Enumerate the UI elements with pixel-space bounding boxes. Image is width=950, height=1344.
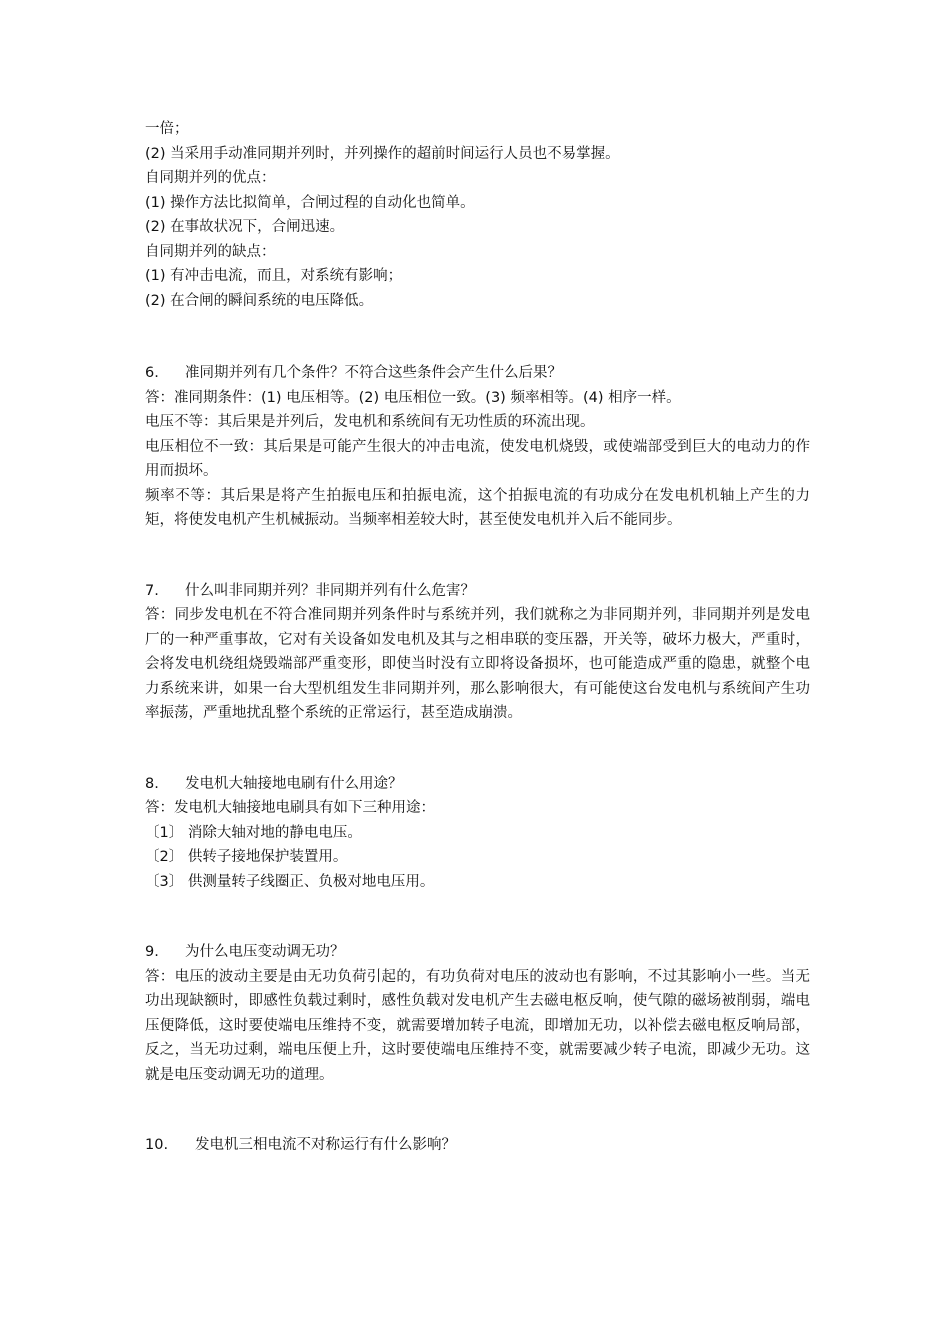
question-10-heading: [145, 1133, 810, 1158]
question-8-heading: [145, 772, 810, 797]
intro-line: (1) 有冲击电流，而且，对系统有影响；: [145, 268, 403, 284]
intro-line: 一倍；: [145, 121, 189, 137]
answer-line: 答：发电机大轴接地电刷具有如下三种用途：: [145, 800, 435, 816]
question-10-section: [145, 1133, 810, 1158]
question-title: 准同期并列有几个条件？不符合这些条件会产生什么后果？: [185, 365, 562, 381]
question-title: 发电机大轴接地电刷有什么用途？: [185, 775, 403, 792]
answer-line: 频率不等：其后果是将产生拍振电压和拍振电流，这个拍振电流的有功成分在发电机机轴上产生的力矩，将使发电机产生机械振动。当频率相差较大时，甚至使发电机并入后不能同步。: [145, 487, 810, 528]
question-title: 什么叫非同期并列？非同期并列有什么危害？: [185, 582, 475, 599]
answer-line: 〔1〕 消除大轴对地的静电电压。: [145, 824, 362, 841]
question-6-heading: [145, 361, 810, 386]
answer-line: 〔2〕 供转子接地保护装置用。: [145, 849, 348, 865]
question-number: 10.: [145, 1137, 169, 1153]
answer-line: 〔3〕 供测量转子线圈正、负极对地电压用。: [145, 873, 435, 890]
intro-line: (2) 在合闸的瞬间系统的电压降低。: [145, 292, 374, 309]
question-9-section: [145, 940, 810, 1087]
question-number: 8.: [145, 775, 159, 792]
answer-paragraph: 答：电压的波动主要是由无功负荷引起的，有功负荷对电压的波动也有影响，不过其影响小一些。当无功出现缺额时，即感性负载过剩时，感性负载对发电机产生去磁电枢反响，使气隙的磁场被削弱，端电压便降低，这时要使端电压维持不变，就需要增加转子电流，即增加无功，以补偿去磁电枢反响局部，反之，当无功过剩，端电压便上升，这时要使端电压维持不变，就需要减少转子电流，即减少无功。这就是电压变动调无功的道理。: [145, 968, 810, 1083]
intro-line: (2) 在事故状况下，合闸迅速。: [145, 219, 345, 235]
intro-line: (2) 当采用手动准同期并列时，并列操作的超前时间运行人员也不易掌握。: [145, 145, 620, 162]
intro-line: 自同期并列的缺点：: [145, 243, 276, 260]
answer-line: 答：准同期条件：(1) 电压相等。(2) 电压相位一致。(3) 频率相等。(4) 相序一样。: [145, 389, 681, 406]
question-number: 9.: [145, 944, 159, 960]
answer-line: 电压不等：其后果是并列后，发电机和系统间有无功性质的环流出现。: [145, 414, 595, 430]
document-page: [145, 117, 810, 1158]
question-9-heading: [145, 940, 810, 965]
question-6-section: [145, 361, 810, 533]
intro-line: (1) 操作方法比拟简单，合闸过程的自动化也简单。: [145, 194, 475, 211]
question-number: 6.: [145, 365, 159, 381]
answer-paragraph: 答：同步发电机在不符合准同期并列条件时与系统并列，我们就称之为非同期并列，非同期并列是发电厂的一种严重事故，它对有关设备如发电机及其与之相串联的变压器，开关等，破坏力极大，严重时，会将发电机绕组烧毁端部严重变形，即使当时没有立即将设备损坏，也可能造成严重的隐患，就整个电力系统来讲，如果一台大型机组发生非同期并列，那么影响很大，有可能使这台发电机与系统间产生功率振荡，严重地扰乱整个系统的正常运行，甚至造成崩溃。: [145, 607, 810, 721]
intro-line: 自同期并列的优点：: [145, 170, 276, 186]
question-title: 为什么电压变动调无功？: [185, 944, 345, 960]
question-7-heading: [145, 579, 810, 604]
question-number: 7.: [145, 582, 159, 599]
answer-line: 电压相位不一致：其后果是可能产生很大的冲击电流，使发电机烧毁，或使端部受到巨大的电动力的作用而损坏。: [145, 438, 810, 479]
intro-section: [145, 117, 810, 313]
question-title: 发电机三相电流不对称运行有什么影响？: [195, 1137, 456, 1153]
question-8-section: [145, 772, 810, 895]
question-7-section: [145, 579, 810, 726]
